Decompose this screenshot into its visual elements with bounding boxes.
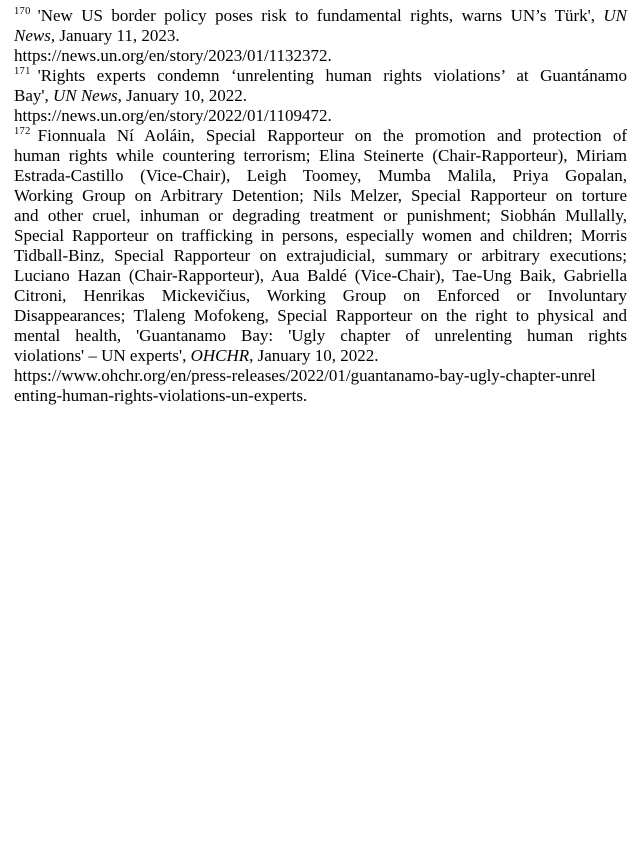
footnote-171 (14, 66, 627, 126)
footnote-line (14, 386, 627, 406)
footnote-text-segment: , January 10, 2022. (249, 346, 379, 365)
footnote-text-segment: Citroni, Henrikas Mickevičius, Working Group on Enforced or Involuntary (14, 286, 627, 305)
footnote-url: https://www.ohchr.org/en/press-releases/2022/01/guantanamo-bay-ugly-chapter-unrel (14, 366, 596, 385)
footnote-172 (14, 126, 627, 406)
footnote-text-segment: 'New US border policy poses risk to fundamental rights, warns UN’s Türk', (37, 6, 604, 25)
footnote-text-segment: Fionnuala Ní Aoláin, Special Rapporteur on the promotion and protection of (37, 126, 627, 145)
footnote-line (14, 86, 627, 106)
footnote-url: https://news.un.org/en/story/2022/01/1109472. (14, 106, 332, 125)
footnote-url: enting-human-rights-violations-un-experts. (14, 386, 308, 405)
footnote-line (14, 266, 627, 286)
footnote-line (14, 366, 627, 386)
footnote-marker-171: 171 (14, 66, 31, 78)
footnote-text-segment: human rights while countering terrorism; Elina Steinerte (Chair-Rapporteur), Miriam (14, 146, 627, 165)
source-title: UN News (52, 86, 118, 105)
footnote-marker-170: 170 (14, 6, 31, 18)
footnote-line (14, 306, 627, 326)
footnote-line (14, 66, 627, 86)
footnote-text-segment: 'Rights experts condemn ‘unrelenting human rights violations’ at Guantánamo (37, 66, 627, 85)
footnote-line (14, 286, 627, 306)
footnote-text-segment: Disappearances; Tlaleng Mofokeng, Special Rapporteur on the right to physical and (14, 306, 627, 325)
footnote-text-segment: Bay', (14, 86, 53, 105)
footnote-line (14, 146, 627, 166)
source-title: UN (603, 6, 627, 25)
footnote-line (14, 186, 627, 206)
footnote-text-segment: Luciano Hazan (Chair-Rapporteur), Aua Baldé (Vice-Chair), Tae-Ung Baik, Gabriella (14, 266, 627, 285)
footnote-text-segment: and other cruel, inhuman or degrading treatment or punishment; Siobhán Mullally, (14, 206, 627, 225)
footnote-line (14, 246, 627, 266)
footnote-line (14, 106, 627, 126)
source-title: News, (14, 26, 56, 45)
footnote-line (14, 226, 627, 246)
footnote-line (14, 166, 627, 186)
footnote-text-segment: Special Rapporteur on trafficking in persons, especially women and children; Morris (14, 226, 627, 245)
footnote-line (14, 346, 627, 366)
footnote-text-segment: January 11, 2023. (55, 26, 180, 45)
footnote-line (14, 6, 627, 26)
footnote-line (14, 126, 627, 146)
footnote-170 (14, 6, 627, 66)
footnote-line (14, 46, 627, 66)
footnote-line (14, 26, 627, 46)
footnote-text-segment: , January 10, 2022. (117, 86, 248, 105)
footnote-text-segment: violations' – UN experts', (14, 346, 191, 365)
footnote-text-segment: Estrada-Castillo (Vice-Chair), Leigh Toomey, Mumba Malila, Priya Gopalan, (14, 166, 627, 185)
footnote-url: https://news.un.org/en/story/2023/01/1132372. (14, 46, 332, 65)
footnote-text-segment: Tidball-Binz, Special Rapporteur on extrajudicial, summary or arbitrary executions; (14, 246, 627, 265)
footnote-line (14, 326, 627, 346)
source-title: OHCHR (190, 346, 250, 365)
footnote-line (14, 206, 627, 226)
footnote-marker-172: 172 (14, 126, 31, 138)
footnote-text-segment: Working Group on Arbitrary Detention; Nils Melzer, Special Rapporteur on torture (14, 186, 627, 205)
footnote-text-segment: mental health, 'Guantanamo Bay: 'Ugly chapter of unrelenting human rights (14, 326, 627, 345)
